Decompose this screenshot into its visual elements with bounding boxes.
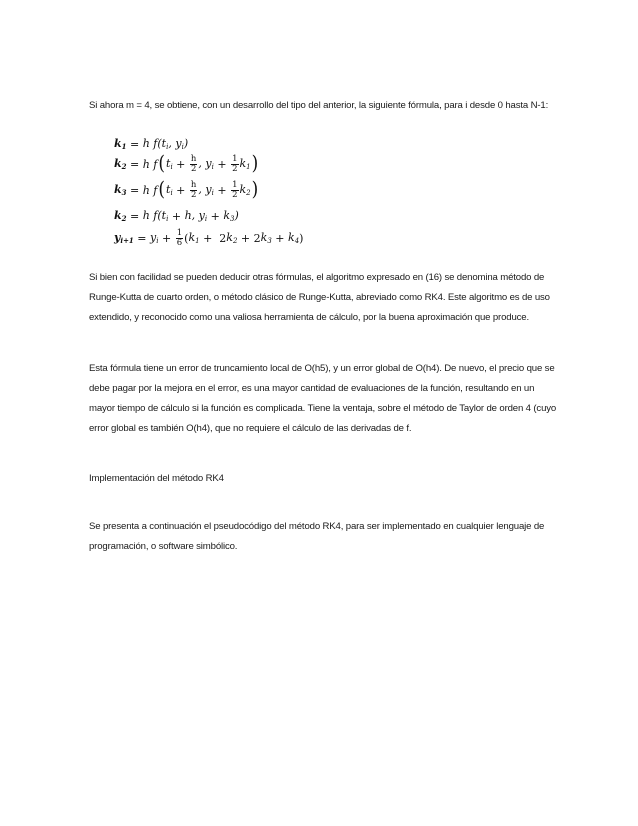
rk4-formula-image: [114, 133, 334, 251]
y-next-symbol: $y_{i+1}$: [114, 231, 134, 245]
k3-symbol: $k_3$: [114, 183, 127, 197]
formula-y-next: $y_{i+1}$ = $y_i$ + $\frac{1}{6}$ ( $k_1$ + 2 $k_2$ + 2 $k_3$ + $k_4$ ): [114, 228, 304, 248]
k4-symbol: $k_2$: [114, 209, 127, 223]
formula-k4: $k_2$ = h $f(t_i$ + h, $y_i$ + $k_3$): [114, 209, 239, 223]
formula-k3: $k_3$ = h f ( $t_i$ + $\frac{h}{2}$ , $y_i$ + $\frac{1}{2}$ $k_2$ ): [114, 177, 259, 201]
error-paragraph: Esta fórmula tiene un error de truncamiento local de O(h5), y un error global de O(h4). De nuevo, el precio que se debe pagar por la mejora en el error, es una mayor cantidad de evaluaciones de la función, resultando en un mayor tiempo de cálculo si la función es complicada. Tiene la ventaja, sobre el método de Taylor de orden 4 (cuyo error global es también O(h4), que no requiere el cálculo de las derivadas de f.: [89, 363, 557, 434]
k1-symbol: $k_1$: [114, 137, 127, 151]
rk4-description-paragraph: Si bien con facilidad se pueden deducir otras fórmulas, el algoritmo expresado en (16) se denomina método de Runge-Kutta de cuarto orden, o método clásico de Runge-Kutta, abreviado como RK4. Este algoritmo es de uso extendido, y reconocido como una valiosa herramienta de cálculo, por la buena aproximación que produce.: [89, 272, 550, 323]
formula-k2: $k_2$ = h f ( $t_i$ + $\frac{h}{2}$ , $y_i$ + $\frac{1}{2}$ $k_1$ ): [114, 151, 259, 175]
section-heading: Implementación del método RK4: [89, 473, 224, 484]
pseudocode-intro-paragraph: Se presenta a continuación el pseudocódigo del método RK4, para ser implementado en cualquier lenguaje de programación, o software simbólico.: [89, 521, 545, 552]
formula-k1: $k_1$ = h $f(t_i$, $y_i$): [114, 137, 189, 151]
intro-paragraph: Si ahora m = 4, se obtiene, con un desarrollo del tipo del anterior, la siguiente fórmula, para i desde 0 hasta N-1:: [89, 100, 549, 111]
k2-symbol: $k_2$: [114, 157, 127, 171]
